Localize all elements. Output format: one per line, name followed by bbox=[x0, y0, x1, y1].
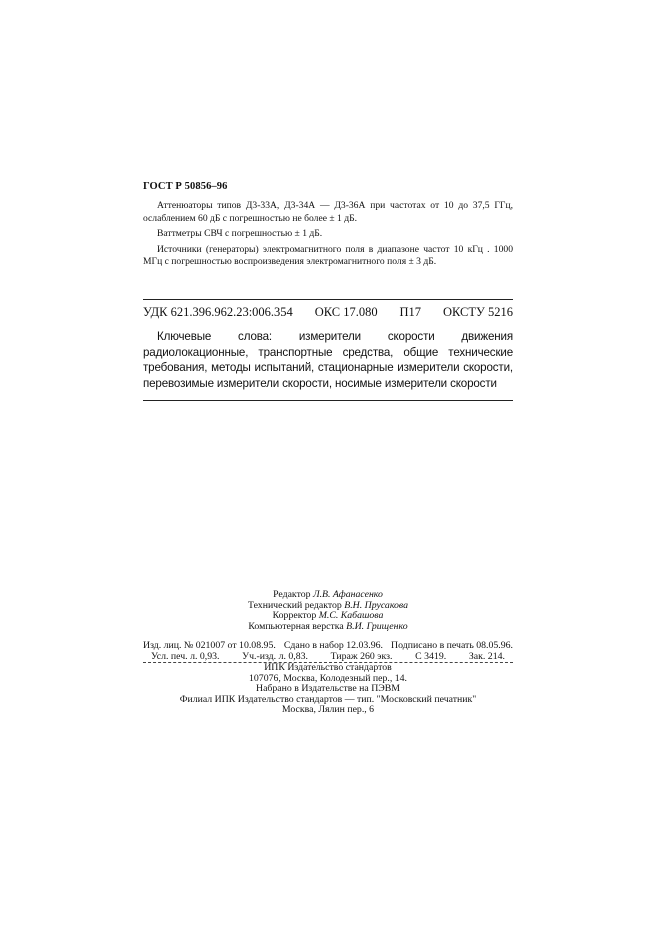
keywords-paragraph: Ключевые слова: измерители скорости движения радиолокационные, транспортные средства, общие технические требования, методы испытаний, стационарные измерители скорости, перевозимые измерители скорости, носимые измерители скорости bbox=[143, 330, 513, 390]
imprint-branch: Филиал ИПК Издательство стандартов — тип. "Московский печатник" bbox=[179, 693, 477, 705]
classification-line bbox=[143, 305, 513, 320]
imprint-typeset-date: Сдано в набор 12.03.96. bbox=[283, 640, 383, 651]
credit-name: Л.В. Афанасенко bbox=[312, 589, 383, 600]
imprint-order-number: Зак. 214. bbox=[468, 650, 505, 662]
imprint-block bbox=[143, 641, 513, 716]
bottom-divider bbox=[143, 400, 513, 401]
imprint-license-row bbox=[143, 641, 513, 652]
credits-block bbox=[143, 590, 513, 632]
imprint-order-c: С 3419. bbox=[415, 650, 447, 662]
credit-role: Редактор bbox=[273, 589, 311, 600]
imprint-publisher: ИПК Издательство стандартов bbox=[264, 662, 392, 673]
p-code: П17 bbox=[399, 305, 422, 319]
top-divider bbox=[143, 299, 513, 300]
instrument-attenuators: Аттенюаторы типов Д3-33А, Д3-34А — Д3-36А при частотах от 10 до 37,5 ГГц, ослаблением 60 дБ с погрешностью не более ± 1 дБ. bbox=[143, 200, 513, 224]
imprint-typeset-note: Набрано в Издательстве на ПЭВМ bbox=[256, 683, 400, 694]
imprint-branch-address: Москва, Лялин пер., 6 bbox=[281, 704, 375, 715]
oks-code: ОКС 17.080 bbox=[314, 305, 378, 319]
credit-name: М.С. Кабашова bbox=[318, 610, 384, 621]
imprint-print-sheets: Усл. печ. л. 0,93. bbox=[151, 650, 220, 662]
credit-role: Компьютерная верстка bbox=[248, 620, 344, 632]
credit-name: В.И. Грищенко bbox=[346, 620, 408, 632]
document-code: ГОСТ Р 50856–96 bbox=[143, 181, 228, 192]
imprint-license: Изд. лиц. № 021007 от 10.08.95. bbox=[143, 640, 276, 651]
instrument-list bbox=[143, 200, 513, 272]
instrument-wattmeters: Ваттметры СВЧ с погрешностью ± 1 дБ. bbox=[157, 228, 323, 239]
credit-name: В.Н. Прусакова bbox=[344, 599, 409, 611]
imprint-address: 107076, Москва, Колодезный пер., 14. bbox=[249, 672, 407, 684]
imprint-publ-sheets: Уч.-изд. л. 0,83. bbox=[242, 650, 308, 662]
udk-code: УДК 621.396.962.23:006.354 bbox=[143, 305, 293, 319]
imprint-print-run: Тираж 260 экз. bbox=[330, 650, 393, 662]
instrument-generators: Источники (генераторы) электромагнитного поля в диапазоне частот 10 кГц . 1000 МГц с погрешностью воспроизведения электромагнитного поля ± 3 дБ. bbox=[143, 243, 513, 267]
credit-layout bbox=[143, 622, 513, 633]
credit-role: Корректор bbox=[272, 610, 317, 621]
okstu-code: ОКСТУ 5216 bbox=[442, 305, 513, 319]
imprint-signed-date: Подписано в печать 08.05.96. bbox=[391, 640, 513, 651]
credit-role: Технический редактор bbox=[247, 599, 342, 611]
